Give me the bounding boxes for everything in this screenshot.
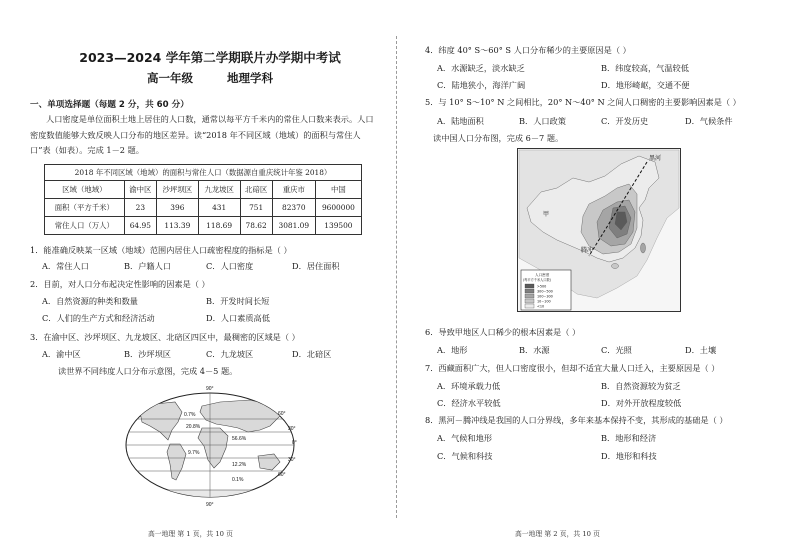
option-a[interactable]: A．渝中区 bbox=[42, 349, 81, 359]
tengchong-label: 腾冲 bbox=[581, 247, 594, 254]
question-1: 1．能准确反映某一区域（地域）范围内居住人口疏密程度的指标是（ ） bbox=[30, 245, 292, 255]
table-cell: 139500 bbox=[315, 217, 361, 235]
exam-title: 2023—2024 学年第二学期联片办学期中考试 bbox=[79, 50, 341, 65]
table-row bbox=[45, 217, 362, 235]
section-heading: 一、单项选择题（每题 2 分，共 60 分） bbox=[30, 100, 189, 110]
option-a[interactable]: A．自然资源的种类和数量 bbox=[42, 296, 138, 306]
option-a[interactable]: A．地形 bbox=[437, 345, 468, 355]
lat-label: 0° bbox=[292, 440, 297, 446]
table-cell: 3081.09 bbox=[272, 217, 315, 235]
table-cell: 431 bbox=[198, 199, 240, 217]
option-b[interactable]: B．人口政策 bbox=[519, 116, 566, 126]
table-cell: 面积（平方千米） bbox=[45, 199, 125, 217]
table-header-row bbox=[45, 181, 362, 199]
heihe-label: 黑河 bbox=[649, 155, 662, 162]
lat-label: 30° bbox=[288, 457, 296, 463]
legend-label: 100~300 bbox=[537, 294, 553, 299]
lat-label: 90° bbox=[206, 386, 214, 392]
option-b[interactable]: B．自然资源较为贫乏 bbox=[601, 381, 681, 391]
legend-swatch bbox=[525, 304, 534, 308]
pct-label: 0.1% bbox=[232, 477, 244, 483]
lat-label: 60° bbox=[278, 411, 286, 417]
pct-label: 9.7% bbox=[188, 450, 200, 456]
legend-unit: (每平方千米人口数) bbox=[523, 278, 551, 282]
table-header-cell: 中国 bbox=[315, 181, 361, 199]
table-cell: 78.62 bbox=[240, 217, 272, 235]
question-2: 2．目前，对人口分布起决定性影响的因素是（ ） bbox=[30, 279, 210, 289]
option-d[interactable]: D．气候条件 bbox=[685, 116, 733, 126]
table-cell: 9600000 bbox=[315, 199, 361, 217]
option-c[interactable]: C．光照 bbox=[601, 345, 632, 355]
table-cell: 常住人口（万人） bbox=[45, 217, 125, 235]
legend-swatch bbox=[525, 289, 534, 293]
table-cell: 82370 bbox=[272, 199, 315, 217]
china-population-map bbox=[517, 148, 681, 312]
table-header-cell: 重庆市 bbox=[272, 181, 315, 199]
lat-label: 90° bbox=[206, 502, 214, 508]
option-b[interactable]: B．地形和经济 bbox=[601, 433, 657, 443]
exam-subtitle: 高一年级 地理学科 bbox=[146, 71, 273, 85]
legend-label: <10 bbox=[537, 304, 545, 309]
option-a[interactable]: A．环境承载力低 bbox=[437, 381, 501, 391]
option-d[interactable]: D．人口素质高低 bbox=[206, 313, 270, 323]
option-c[interactable]: C．气候和科技 bbox=[437, 451, 493, 461]
legend-label: 10~100 bbox=[537, 299, 551, 304]
table-header-cell: 渝中区 bbox=[124, 181, 156, 199]
lat-label: 60° bbox=[278, 472, 286, 478]
question-5: 5．与 10° S～10° N 之间相比，20° N～40° N 之间人口稠密的主要影响因素是（ ） bbox=[425, 97, 741, 107]
taiwan-island bbox=[641, 243, 646, 253]
table-header-cell: 区域（地域） bbox=[45, 181, 125, 199]
population-table bbox=[44, 164, 362, 235]
option-c[interactable]: C．经济水平较低 bbox=[437, 398, 501, 408]
table-cell: 113.39 bbox=[156, 217, 198, 235]
legend-label: >500 bbox=[537, 284, 547, 289]
option-c[interactable]: C．九龙坡区 bbox=[206, 349, 254, 359]
option-b[interactable]: B．开发时间长短 bbox=[206, 296, 270, 306]
region-jia-label: 甲 bbox=[543, 211, 550, 218]
page-right bbox=[397, 0, 794, 550]
option-d[interactable]: D．对外开放程度较低 bbox=[601, 398, 682, 408]
page-footer: 高一地理 第 1 页，共 10 页 bbox=[148, 530, 233, 538]
option-b[interactable]: B．沙坪坝区 bbox=[124, 349, 171, 359]
table-cell: 396 bbox=[156, 199, 198, 217]
question-4: 4．纬度 40° S～60° S 人口分布稀少的主要原因是（ ） bbox=[425, 45, 631, 55]
legend-swatch bbox=[525, 284, 534, 288]
hainan-island bbox=[612, 264, 619, 269]
table-cell: 23 bbox=[124, 199, 156, 217]
option-d[interactable]: D．地形崎岖，交通不便 bbox=[601, 80, 690, 90]
option-d[interactable]: D．居住面积 bbox=[292, 261, 340, 271]
question-3: 3．在渝中区、沙坪坝区、九龙坡区、北碚区四区中，最稠密的区域是（ ） bbox=[30, 332, 300, 342]
world-latitude-map bbox=[120, 382, 300, 508]
option-c[interactable]: C．开发历史 bbox=[601, 116, 649, 126]
table-cell: 118.69 bbox=[198, 217, 240, 235]
option-a[interactable]: A．陆地面积 bbox=[437, 116, 484, 126]
table-row bbox=[45, 199, 362, 217]
legend-swatch bbox=[525, 299, 534, 303]
option-a[interactable]: A．水源缺乏，淡水缺乏 bbox=[437, 63, 525, 73]
intro-paragraph: 人口密度是单位面积土地上居住的人口数，通常以每平方千米内的常住人口数来表示。人口密度数值能够大致反映人口分布的地区差异。读“2018 年不同区域（地域）的面积与常住人口”表（如表）。完成 1－2 题。 bbox=[30, 114, 374, 155]
pct-label: 12.2% bbox=[232, 462, 247, 468]
legend-swatch bbox=[525, 294, 534, 298]
option-c[interactable]: C．人口密度 bbox=[206, 261, 254, 271]
pct-label: 56.6% bbox=[232, 436, 247, 442]
lat-label: 30° bbox=[288, 426, 296, 432]
pct-label: 20.8% bbox=[186, 424, 201, 430]
map-legend bbox=[521, 270, 571, 310]
page-footer: 高一地理 第 2 页，共 10 页 bbox=[515, 530, 600, 538]
option-b[interactable]: B．户籍人口 bbox=[124, 261, 171, 271]
map-intro: 读世界不同纬度人口分布示意图，完成 4－5 题。 bbox=[58, 366, 238, 376]
question-6: 6．导致甲地区人口稀少的根本因素是（ ） bbox=[425, 327, 581, 337]
option-b[interactable]: B．水源 bbox=[519, 345, 550, 355]
table-header-cell: 九龙坡区 bbox=[198, 181, 240, 199]
table-caption: 2018 年不同区域（地域）的面积与常住人口（数据源自重庆统计年鉴 2018） bbox=[45, 165, 362, 181]
table-header-cell: 沙坪坝区 bbox=[156, 181, 198, 199]
option-c[interactable]: C．陆地狭小，海洋广阔 bbox=[437, 80, 526, 90]
option-d[interactable]: D．土壤 bbox=[685, 345, 717, 355]
question-8: 8．黑河－腾冲线是我国的人口分界线，多年来基本保持不变，其形成的基础是（ ） bbox=[425, 415, 728, 425]
table-cell: 751 bbox=[240, 199, 272, 217]
option-a[interactable]: A．常住人口 bbox=[42, 261, 89, 271]
table-cell: 64.95 bbox=[124, 217, 156, 235]
option-a[interactable]: A．气候和地形 bbox=[437, 433, 493, 443]
map-intro: 读中国人口分布图，完成 6－7 题。 bbox=[433, 133, 564, 143]
option-b[interactable]: B．纬度较高，气温较低 bbox=[601, 63, 689, 73]
option-d[interactable]: D．北碚区 bbox=[292, 349, 332, 359]
legend-label: 300~500 bbox=[537, 289, 553, 294]
legend-title: 人口密度 bbox=[535, 273, 550, 277]
pct-label: 0.7% bbox=[184, 412, 196, 418]
question-7: 7．西藏面积广大，但人口密度很小，但却不适宜大量人口迁入，主要原因是（ ） bbox=[425, 363, 720, 373]
table-header-cell: 北碚区 bbox=[240, 181, 272, 199]
option-d[interactable]: D．地形和科技 bbox=[601, 451, 657, 461]
option-c[interactable]: C．人们的生产方式和经济活动 bbox=[42, 313, 155, 323]
